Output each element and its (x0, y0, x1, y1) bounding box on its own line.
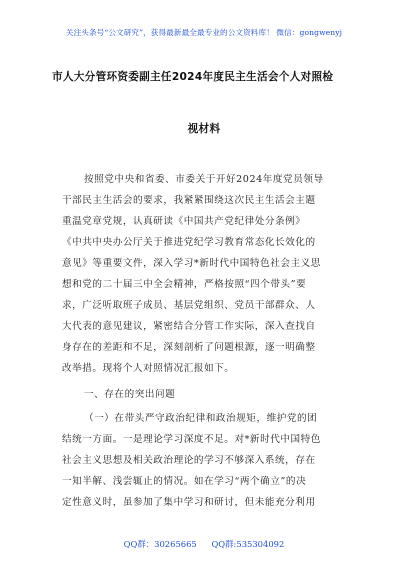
section-heading: 一、存在的突出问题 (84, 389, 176, 400)
header-banner: 关注头条号“公文研究”，获得最新最全最专业的公文资料库！ 微信：gongwenyj (65, 28, 343, 37)
body-line: 想和党的二十届三中全会精神，严格按照“四个带头”要 (62, 279, 307, 290)
footer-qq-group-1: QQ群：30265665 (123, 539, 197, 549)
document-title-line-1: 市人大分管环资委副主任2024年度民主生活会个人对照检 (52, 71, 334, 83)
body-line: 改举措。现将个人对照情况汇报如下。 (62, 363, 235, 374)
body-line: 定性意义时，虽参加了集中学习和研讨，但未能充分利用 (62, 497, 316, 508)
body-line: （一）在带头严守政治纪律和政治规矩，维护党的团 (84, 413, 318, 424)
body-line: 大代表的意见建议，紧密结合分管工作实际，深入查找自 (62, 321, 316, 332)
body-line: 意见》等重要文件，深入学习*新时代中国特色社会主义思 (62, 258, 321, 269)
body-line: 重温党章党规，认真研读《中国共产党纪律处分条例》 (62, 216, 306, 227)
body-line: 结统一方面。一是理论学习深度不足。对*新时代中国特色 (62, 434, 321, 445)
body-line: 社会主义思想及相关政治理论的学习不够深入系统，存在 (62, 455, 316, 466)
body-line: 一知半解、浅尝辄止的情况。如在学习“两个确立”的决 (62, 476, 307, 487)
body-line: 求，广泛听取班子成员、基层党组织、党员干部群众、人 (62, 300, 316, 311)
footer-contact (0, 538, 408, 550)
body-line: 《中共中央办公厅关于推进党纪学习教育常态化长效化的 (62, 237, 316, 248)
body-line: 干部民主生活会的要求，我紧紧围绕这次民主生活会主题 (62, 195, 316, 206)
document-title-line-2: 视材料 (187, 123, 221, 135)
body-line: 身存在的差距和不足，深刻剖析了问题根源，逐一明确整 (62, 342, 316, 353)
footer-qq-group-2: QQ群:535304092 (211, 539, 285, 549)
body-line: 按照党中央和省委、市委关于开好2024年度党员领导 (84, 174, 324, 185)
